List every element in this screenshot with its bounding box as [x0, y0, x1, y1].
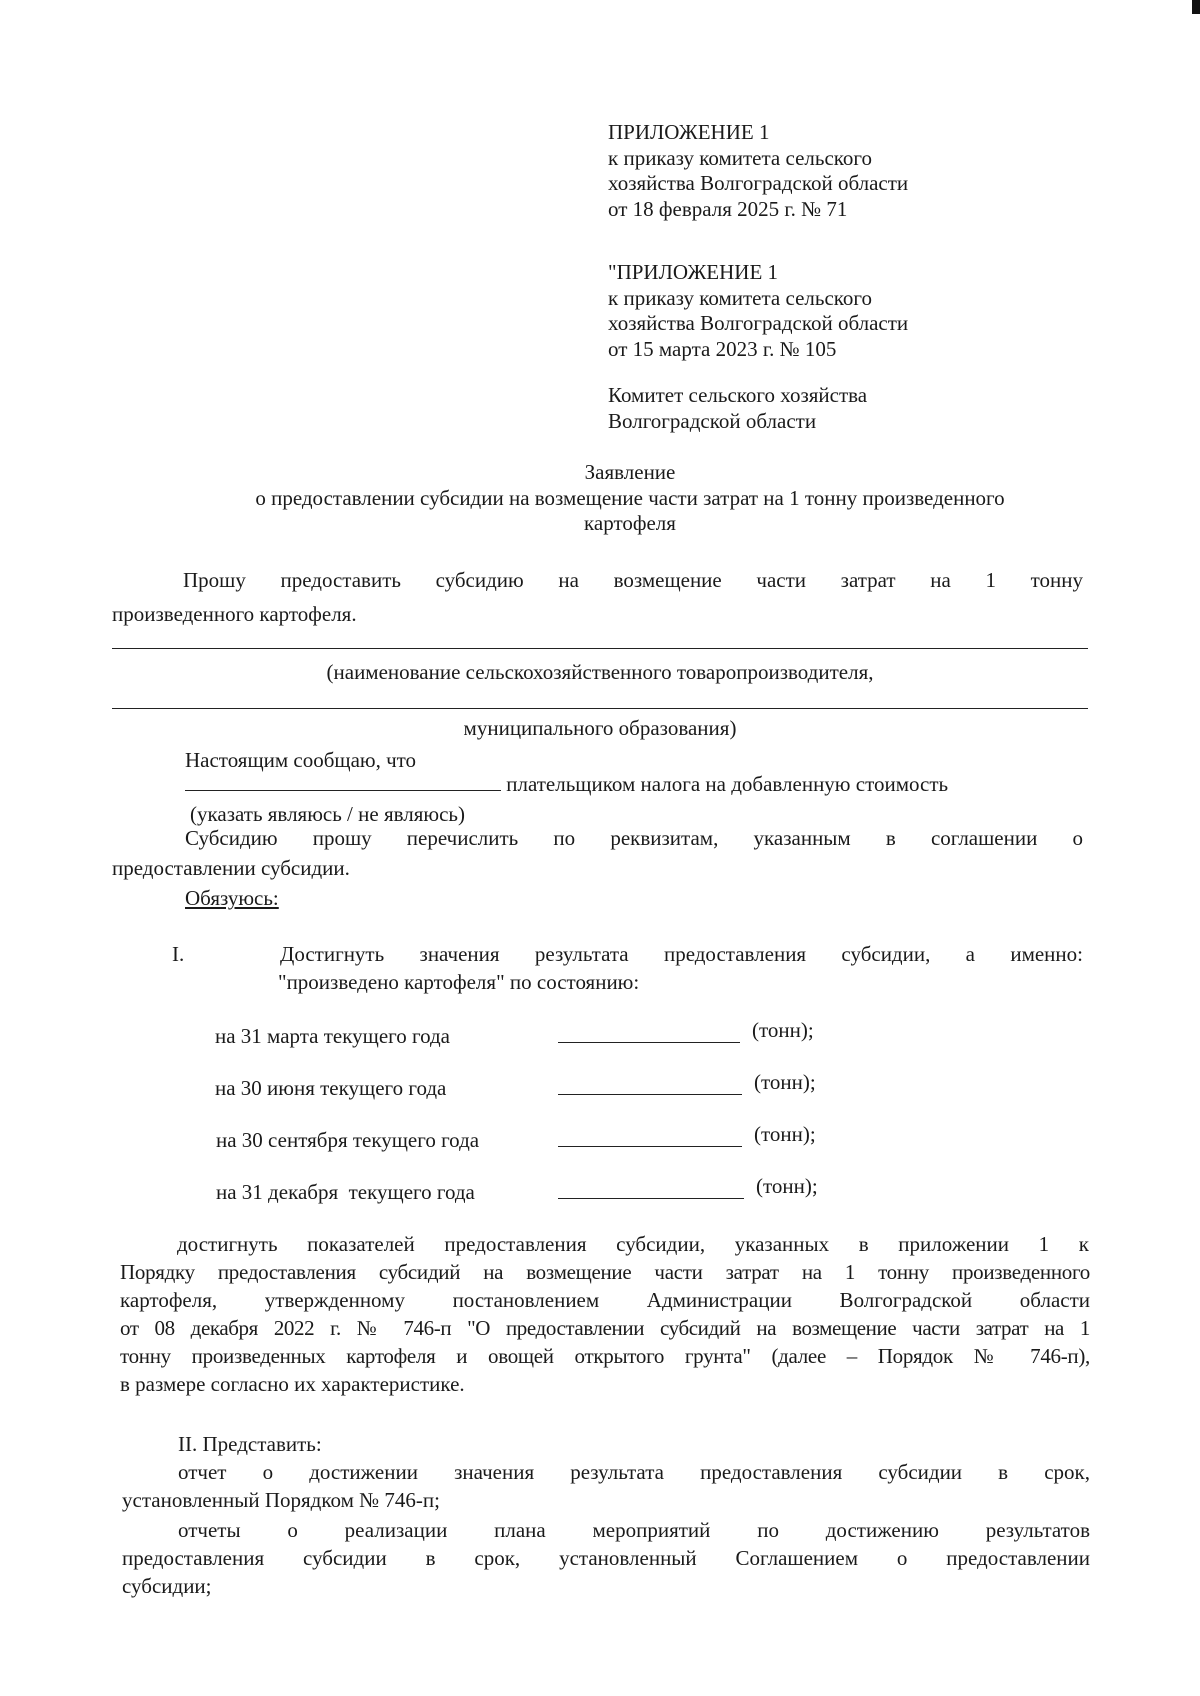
section-1-line-1: Достигнуть значения результата предоставления субсидии, а именно:: [280, 942, 1083, 966]
title-line: о предоставлении субсидии на возмещение части затрат на 1 тонну произведенного: [255, 485, 1005, 510]
section-2-p2-line-2: предоставления субсидии в срок, установленный Соглашением о предоставлении: [122, 1546, 1090, 1570]
indicators-line-5: тонну произведенных картофеля и овощей открытого грунта" (далее – Порядок № 746-п),: [120, 1344, 1090, 1368]
title-line: картофеля: [584, 511, 676, 536]
section-1-numeral: I.: [172, 942, 185, 966]
title-line: Заявление: [584, 460, 676, 484]
section-2-p1-line-2: установленный Порядком № 746-п;: [122, 1488, 440, 1512]
appendix-header-previous: [608, 260, 1028, 362]
notice-line-2: [185, 772, 948, 798]
addressee-line: Волгоградской области: [608, 408, 817, 433]
section-2-p2-line-1: отчеты о реализации плана мероприятий по достижению результатов: [178, 1518, 1090, 1542]
applicant-name-caption: (наименование сельскохозяйственного товаропроизводителя,: [326, 660, 874, 684]
period-label: на 30 июня текущего года: [215, 1076, 447, 1100]
transfer-line-1: Субсидию прошу перечислить по реквизитам, указанным в соглашении о: [185, 826, 1083, 850]
indicators-line-6: в размере согласно их характеристике.: [120, 1372, 465, 1396]
period-unit: (тонн);: [752, 1018, 814, 1042]
vat-text: плательщиком налога на добавленную стоимость: [506, 772, 949, 796]
municipality-line: [112, 708, 1088, 709]
header-line: "ПРИЛОЖЕНИЕ 1: [608, 260, 779, 284]
period-unit: (тонн);: [754, 1122, 816, 1146]
period-label: на 31 марта текущего года: [215, 1024, 450, 1048]
notice-line-1: Настоящим сообщаю, что: [185, 748, 417, 772]
section-2-p2-line-3: субсидии;: [122, 1574, 212, 1598]
appendix-header-current: [608, 120, 1028, 222]
applicant-name-line: [112, 648, 1088, 649]
request-line-1: Прошу предоставить субсидию на возмещение части затрат на 1 тонну: [183, 568, 1083, 592]
request-line-2: произведенного картофеля.: [112, 602, 357, 626]
period-value-blank: [558, 1198, 744, 1199]
document-title: [180, 460, 1080, 537]
vat-status-caption: (указать являюсь / не являюсь): [190, 802, 465, 826]
scan-corner-mark: [1192, 0, 1200, 14]
addressee-block: [608, 383, 1028, 434]
addressee-line: Комитет сельского хозяйства: [608, 383, 868, 407]
section-1-line-2: "произведено картофеля" по состоянию:: [278, 970, 640, 994]
header-line: к приказу комитета сельского: [608, 285, 873, 310]
indicators-line-4: от 08 декабря 2022 г. № 746-п "О предоставлении субсидий на возмещение части затрат на 1: [120, 1316, 1090, 1340]
period-value-blank: [558, 1042, 740, 1043]
indicators-line-1: достигнуть показателей предоставления субсидии, указанных в приложении 1 к: [177, 1232, 1089, 1256]
indicators-line-3: картофеля, утвержденному постановлением Администрации Волгоградской области: [120, 1288, 1090, 1312]
indicators-line-2: Порядку предоставления субсидий на возмещение части затрат на 1 тонну произведенного: [120, 1260, 1090, 1284]
section-2-heading: II. Представить:: [178, 1432, 322, 1456]
period-label: на 30 сентября текущего года: [216, 1128, 480, 1152]
period-unit: (тонн);: [754, 1070, 816, 1094]
section-2-p1-line-1: отчет о достижении значения результата предоставления субсидии в срок,: [178, 1460, 1090, 1484]
header-line: от 15 марта 2023 г. № 105: [608, 336, 837, 361]
header-line: хозяйства Волгоградской области: [608, 171, 909, 196]
municipality-caption: муниципального образования): [463, 716, 737, 740]
transfer-line-2: предоставлении субсидии.: [112, 856, 350, 880]
header-line: от 18 февраля 2025 г. № 71: [608, 196, 848, 221]
obligations-heading: Обязуюсь:: [185, 886, 279, 910]
header-line: ПРИЛОЖЕНИЕ 1: [608, 120, 770, 144]
period-value-blank: [558, 1094, 742, 1095]
header-line: к приказу комитета сельского: [608, 145, 873, 170]
period-unit: (тонн);: [756, 1174, 818, 1198]
period-value-blank: [558, 1146, 742, 1147]
header-line: хозяйства Волгоградской области: [608, 311, 909, 336]
vat-status-blank: [185, 789, 501, 791]
period-label: на 31 декабря текущего года: [216, 1180, 475, 1204]
